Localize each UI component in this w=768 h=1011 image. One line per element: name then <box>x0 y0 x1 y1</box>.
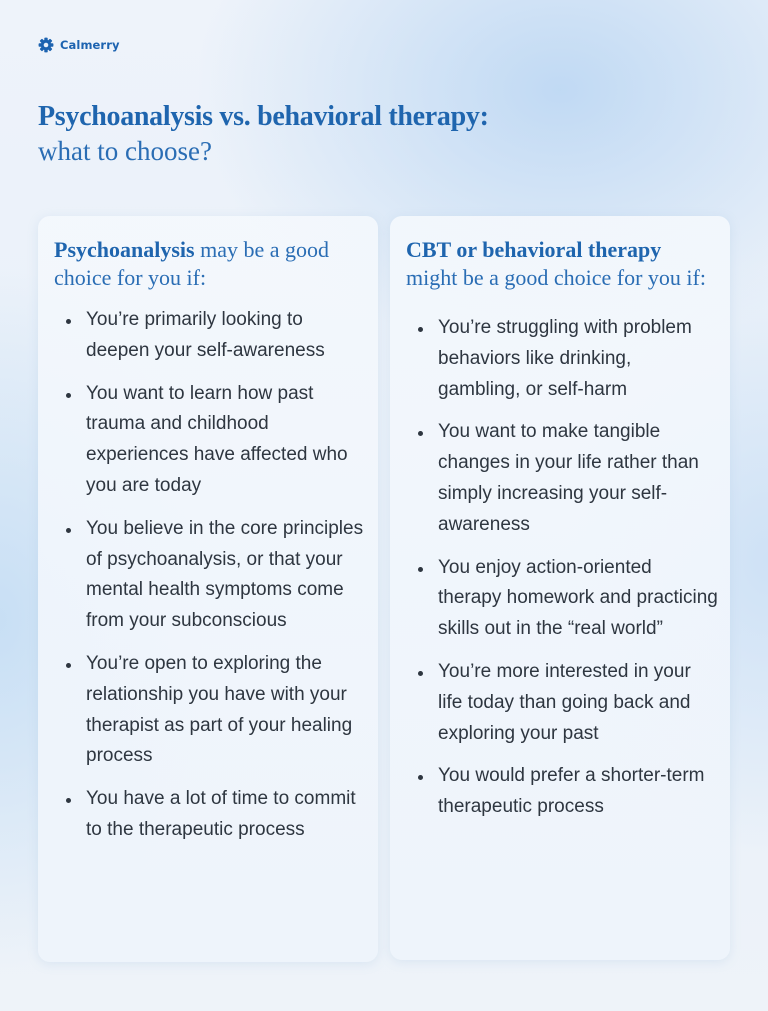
list-item: You believe in the core principles of psychoanalysis, or that your mental health symptoms come from your subconscious <box>64 514 366 637</box>
list-item: You want to learn how past trauma and childhood experiences have affected who you are today <box>64 379 366 502</box>
list-item: You want to make tangible changes in your life rather than simply increasing your self-awareness <box>416 417 718 540</box>
list-item: You’re more interested in your life today than going back and exploring your past <box>416 657 718 749</box>
brand-logo <box>38 37 120 53</box>
cbt-card <box>390 216 730 960</box>
card-heading-rest: might be a good choice for you if: <box>406 265 706 290</box>
page-title <box>38 100 489 168</box>
psychoanalysis-card <box>38 216 378 962</box>
title-line-1: Psychoanalysis vs. behavioral therapy: <box>38 101 489 132</box>
card-heading <box>38 216 378 292</box>
calmerry-logo-icon <box>38 37 54 53</box>
card-heading-bold: Psychoanalysis <box>54 237 195 262</box>
brand-name: Calmerry <box>60 38 120 52</box>
criteria-list <box>38 305 378 846</box>
list-item: You have a lot of time to commit to the therapeutic process <box>64 784 366 846</box>
list-item: You’re open to exploring the relationship you have with your therapist as part of your healing process <box>64 649 366 772</box>
card-heading-bold: CBT or behavioral therapy <box>406 237 662 262</box>
criteria-list <box>390 313 730 823</box>
list-item: You enjoy action-oriented therapy homework and practicing skills out in the “real world” <box>416 553 718 645</box>
list-item: You’re struggling with problem behaviors like drinking, gambling, or self-harm <box>416 313 718 405</box>
list-item: You’re primarily looking to deepen your self-awareness <box>64 305 366 367</box>
list-item: You would prefer a shorter-term therapeutic process <box>416 761 718 823</box>
title-line-2: what to choose? <box>38 136 212 166</box>
card-heading <box>390 216 730 292</box>
card-heading-rest: may be a good choice for you if: <box>54 237 329 290</box>
